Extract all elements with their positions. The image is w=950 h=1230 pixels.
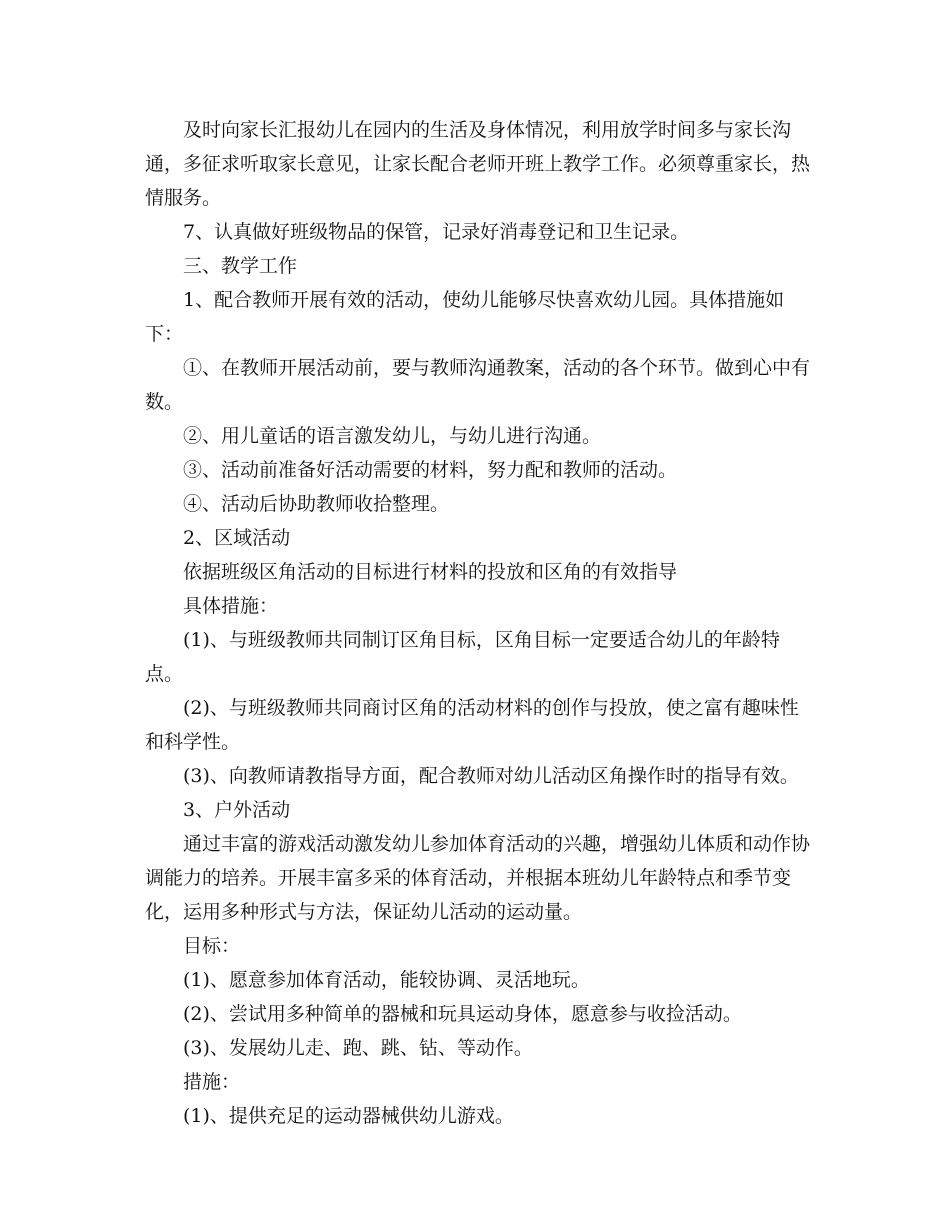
list-item: ④、活动后协助教师收拾整理。 bbox=[183, 493, 450, 515]
list-item: ③、活动前准备好活动需要的材料，努力配和教师的活动。 bbox=[183, 459, 678, 481]
paragraph: 措施： bbox=[183, 1071, 241, 1093]
list-item: (3)、向教师请教指导方面，配合教师对幼儿活动区角操作时的指导有效。 bbox=[183, 765, 799, 787]
paragraph: 1、配合教师开展有效的活动，使幼儿能够尽快喜欢幼儿园。具体措施如下： bbox=[145, 289, 785, 345]
subsection-heading: 2、区域活动 bbox=[183, 527, 291, 549]
list-item: (1)、与班级教师共同制订区角目标，区角目标一定要适合幼儿的年龄特点。 bbox=[145, 629, 780, 685]
document-body bbox=[145, 113, 813, 1133]
paragraph: 具体措施： bbox=[183, 595, 279, 617]
list-item: (3)、发展幼儿走、跑、跳、钻、等动作。 bbox=[183, 1037, 533, 1059]
paragraph: 依据班级区角活动的目标进行材料的投放和区角的有效指导 bbox=[183, 561, 678, 583]
paragraph: 7、认真做好班级物品的保管，记录好消毒登记和卫生记录。 bbox=[183, 221, 690, 243]
list-item: (2)、尝试用多种简单的器械和玩具运动身体，愿意参与收捡活动。 bbox=[183, 1003, 742, 1025]
paragraph: 及时向家长汇报幼儿在园内的生活及身体情况，利用放学时间多与家长沟通，多征求听取家长意见，让家长配合老师开班上教学工作。必须尊重家长，热情服务。 bbox=[145, 119, 811, 209]
paragraph: 目标： bbox=[183, 935, 241, 957]
subsection-heading: 3、户外活动 bbox=[183, 799, 291, 821]
paragraph: 通过丰富的游戏活动激发幼儿参加体育活动的兴趣，增强幼儿体质和动作协调能力的培养。开展丰富多采的体育活动，并根据本班幼儿年龄特点和季节变化，运用多种形式与方法，保证幼儿活动的运动量。 bbox=[145, 833, 811, 923]
list-item: ①、在教师开展活动前，要与教师沟通教案，活动的各个环节。做到心中有数。 bbox=[145, 357, 811, 413]
section-heading: 三、教学工作 bbox=[183, 255, 298, 277]
list-item: (1)、提供充足的运动器械供幼儿游戏。 bbox=[183, 1105, 514, 1127]
list-item: (2)、与班级教师共同商讨区角的活动材料的创作与投放，使之富有趣味性和科学性。 bbox=[145, 697, 799, 753]
list-item: ②、用儿童话的语言激发幼儿，与幼儿进行沟通。 bbox=[183, 425, 602, 447]
list-item: (1)、愿意参加体育活动，能较协调、灵活地玩。 bbox=[183, 969, 590, 991]
